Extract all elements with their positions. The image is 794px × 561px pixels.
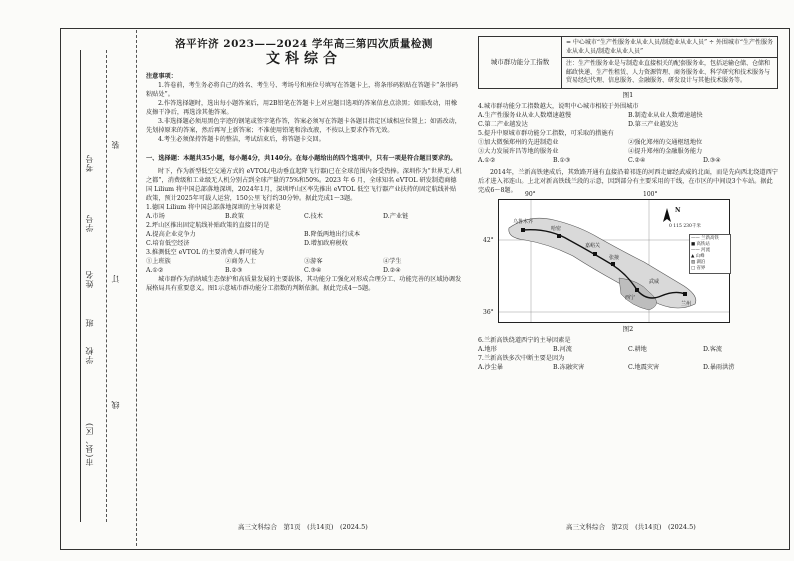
binding-line — [80, 50, 81, 522]
passage-1: 时下，作为新型低空交通方式的 eVTOL(电动垂直起降飞行器)已在全球范围内备受热捧。深圳作为“世界无人机之都”，消费级和工业级无人机分别占到全球产量的75%和50%。2023 年 6 月，全球知名 eVTOL 研发制造商德国 Lilium 将中国总部落地深圳，2024年1月，深圳坪山区率先推出 eVTOL 低空飞行器产业扶持的固定航线补贴政策，预计2025年可载人运营，150公里飞行约30分钟。据此完成1～3题。 — [146, 168, 462, 202]
place-xining: 西宁 — [625, 294, 636, 301]
q5-sub-2: ②强化郑州的交通枢纽地位 — [628, 138, 703, 146]
section-heading: 一、选择题：本题共35小题，每小题4分，共140分。在每小题给出的四个选项中，只有一项是符合题目要求的。 — [146, 155, 457, 162]
q5-options — [478, 156, 778, 165]
binding-label-name: 姓名 — [85, 270, 94, 288]
q1-option-d[interactable]: D.产业链 — [383, 213, 409, 220]
figure-1-caption: 图1 — [622, 90, 634, 99]
notes-section — [146, 72, 462, 144]
footer-left: 高三文科综合 第1页 (共14页) (2024.5) — [238, 523, 368, 531]
compass-north-label: N — [675, 206, 681, 214]
q1-stem: 1.德国 Lilium 将中国总部落地深圳的主导因素是 — [146, 204, 281, 211]
q1-options — [146, 212, 462, 221]
q3-sub-3: ③游客 — [304, 258, 323, 265]
passage-2: 城市群作为消纳域生态保护和高质量发展的主要载体，其功能分工强化对形成合理分工、功能完善的区域协调发展格局具有重要意义。图1示意城市群功能分工指数的判断依据。据此完成4～5题。 — [146, 276, 462, 292]
q7-options — [478, 363, 778, 372]
q6-option-a[interactable]: A.地形 — [478, 345, 497, 353]
lon-label-100: 100° — [643, 190, 658, 198]
q7-option-a[interactable]: A.沙尘暴 — [478, 363, 503, 371]
q5-sub-3: ③大力发展许昌等地的服务业 — [478, 147, 559, 155]
q2-option-b[interactable]: B.降低两地出行成本 — [304, 231, 361, 238]
legend-item: ▲ 山峰 — [691, 253, 705, 259]
q3-sub-1: ①上班族 — [146, 258, 171, 265]
note-item: 2.作答选择题时，选出每小题答案后，用2B铅笔在答题卡上对应题目选项的答案信息点涂黑；如需改动，用橡皮擦干净后，再选涂其他答案。 — [146, 100, 458, 116]
q4-option-a[interactable]: A.生产性服务业从业人数增速越慢 — [478, 111, 572, 119]
lon-label-90: 90° — [525, 190, 536, 198]
right-column — [478, 32, 778, 372]
binding-mark-2: 订 — [111, 274, 120, 283]
q1-option-a[interactable]: A.市场 — [146, 213, 165, 220]
q5-option-d[interactable]: D.③④ — [703, 156, 721, 164]
figure-1-equation: = 中心城市“生产性服务业从业人员/制造业从业人员” ÷ 外围城市“生产性服务业从业人员/制造业从业人员” — [562, 37, 777, 58]
q7-stem: 7.兰新高铁多次中断主要是因为 — [478, 354, 565, 362]
q2-option-a[interactable]: A.提高企业竞争力 — [146, 231, 196, 238]
q1-option-b[interactable]: B.政策 — [225, 213, 244, 220]
q3-option-a[interactable]: A.①② — [146, 267, 164, 274]
q5-stem: 5.提升中原城市群功能分工指数，可采取的措施有 — [478, 129, 614, 137]
binding-label-exam-no: 考号 — [85, 154, 94, 172]
notes-heading: 注意事项： — [146, 73, 177, 80]
figure-2-caption: 图2 — [622, 324, 634, 333]
q2-option-c[interactable]: C.培育低空经济 — [146, 240, 190, 247]
q3-option-c[interactable]: C.③④ — [304, 267, 322, 274]
legend-item: —— 兰新高铁 — [691, 235, 719, 241]
q5-option-b[interactable]: B.①③ — [553, 156, 571, 164]
figure-2-map — [483, 190, 730, 323]
legend-item: ▨ 湖泊 — [691, 259, 706, 265]
legend-item: □ 省界 — [691, 265, 706, 271]
q3-option-b[interactable]: B.②③ — [225, 267, 243, 274]
place-zhangye: 张掖 — [609, 254, 620, 261]
figure-1-label: 城市群功能分工指数 — [479, 37, 562, 88]
note-item: 1.答卷前，考生务必将自己的姓名、考生号、考场号和座位号填写在答题卡上，将条形码粘贴在答题卡“条形码粘贴处”。 — [146, 82, 458, 98]
place-lanzhou: 兰州 — [681, 300, 692, 307]
place-jiayuguan: 嘉峪关 — [585, 242, 601, 249]
q7-option-c[interactable]: C.地震灾害 — [628, 363, 660, 371]
binding-label-class: 班 — [85, 318, 94, 327]
q4-options — [478, 111, 778, 129]
binding-label-seat: 学号 — [85, 214, 94, 232]
q5-option-c[interactable]: C.②④ — [628, 156, 646, 164]
q4-option-d[interactable]: D.第三产业越发达 — [628, 120, 679, 128]
q5-sub-1: ①加大微强郑州的先进制造业 — [478, 138, 559, 146]
q3-option-d[interactable]: D.②④ — [383, 267, 401, 274]
q3-stem: 3.推测低空 eVTOL 的主要消费人群可能为 — [146, 249, 264, 256]
q4-option-c[interactable]: C.第二产业越发达 — [478, 120, 528, 128]
station-marker — [635, 288, 639, 292]
corridor-terrain — [509, 218, 696, 308]
figure-1-box — [478, 36, 778, 89]
binding-label-school: 学校 — [85, 346, 94, 364]
passage-3: 2014年，兰新高铁建成后，其致路开通有直接沿着祁连的河西走廊经武威的北面，而是先向西北绕道西宁后才进入祁连山。上北对新高铁线兰段的示意，因到部分有主要采用的干线，在市区的中间设3个车站。据此完成6～8题。 — [478, 168, 778, 194]
q3-sub-4: ④学生 — [383, 258, 402, 265]
q7-option-d[interactable]: D.暴雨洪涝 — [703, 363, 735, 371]
q7-option-b[interactable]: B.冻融灾害 — [553, 363, 585, 371]
q6-option-c[interactable]: C.耕地 — [628, 345, 647, 353]
footer-right: 高三文科综合 第2页 (共14页) (2024.5) — [566, 523, 696, 531]
lat-label-36: 36° — [483, 308, 494, 316]
left-column — [146, 32, 462, 293]
q2-stem: 2.坪山区推出固定航线补贴政策的直接目的是 — [146, 222, 270, 229]
q6-stem: 6.兰新高铁绕道西宁的主导因素是 — [478, 336, 571, 344]
map-legend — [689, 234, 731, 274]
q6-options — [478, 345, 778, 354]
legend-item: —— 河流 — [691, 247, 710, 253]
station-marker — [557, 234, 561, 238]
q5-subitems — [478, 138, 778, 156]
note-item: 4.考生必须保持答题卡的整洁，考试结束后，将答题卡交回。 — [158, 136, 325, 143]
compass-arrow-icon — [663, 208, 671, 222]
legend-item: ■ 高铁站 — [691, 241, 710, 247]
q5-option-a[interactable]: A.①② — [478, 156, 496, 164]
q3-options — [146, 266, 462, 275]
q5-sub-4: ④提升郑州的金融服务能力 — [628, 147, 703, 155]
subject-title: 文科综合 — [266, 51, 342, 67]
station-marker — [593, 252, 597, 256]
binding-mark-3: 线 — [111, 400, 120, 409]
binding-strip — [62, 30, 137, 546]
q3-sub-2: ②商务人士 — [225, 258, 256, 265]
binding-label-city: 市(县、区) — [85, 422, 94, 467]
q2-option-d[interactable]: D.增加政府税收 — [304, 240, 348, 247]
exam-title: 洛平许济 2023——2024 学年高三第四次质量检测 — [175, 38, 433, 50]
binding-cut-line — [106, 50, 107, 522]
note-item: 3.非选择题必须用黑色字迹的钢笔或签字笔作答，答案必须写在答题卡各题目指定区域相应位置上；如需改动，先划掉原来的答案，然后再写上新答案；不准使用铅笔和涂改液，不按以上要求作答无效。 — [146, 118, 461, 134]
q1-option-c[interactable]: C.技术 — [304, 213, 323, 220]
q4-option-b[interactable]: B.制造业从业人数增速越快 — [628, 111, 703, 119]
q2-options — [146, 230, 462, 248]
binding-mark-1: 装 — [111, 140, 120, 149]
map-scale: 0 115 230千米 — [669, 223, 701, 229]
lat-label-42: 42° — [483, 236, 494, 244]
place-hami: 哈密 — [551, 225, 562, 232]
figure-1-note: 注：生产性服务业是与制造业直接相关的配套服务业，包括运输仓储、仓储和邮政快递、生产性租赁、人力资源管理、商务服务业、科学研究和技术服务与贸易经纪代理、信息服务、金融服务、研发设计与其他技术服务等。 — [566, 60, 771, 84]
station-marker — [683, 292, 687, 296]
place-urumqi: 乌鲁木齐 — [513, 218, 534, 225]
place-wuwei: 武威 — [649, 278, 660, 285]
station-marker — [521, 228, 525, 232]
q3-subitems — [146, 257, 462, 266]
q6-option-b[interactable]: B.河流 — [553, 345, 572, 353]
q4-stem: 4.城市群功能分工指数越大，说明中心城市相较于外围城市 — [478, 102, 639, 110]
q6-option-d[interactable]: D.客流 — [703, 345, 723, 353]
